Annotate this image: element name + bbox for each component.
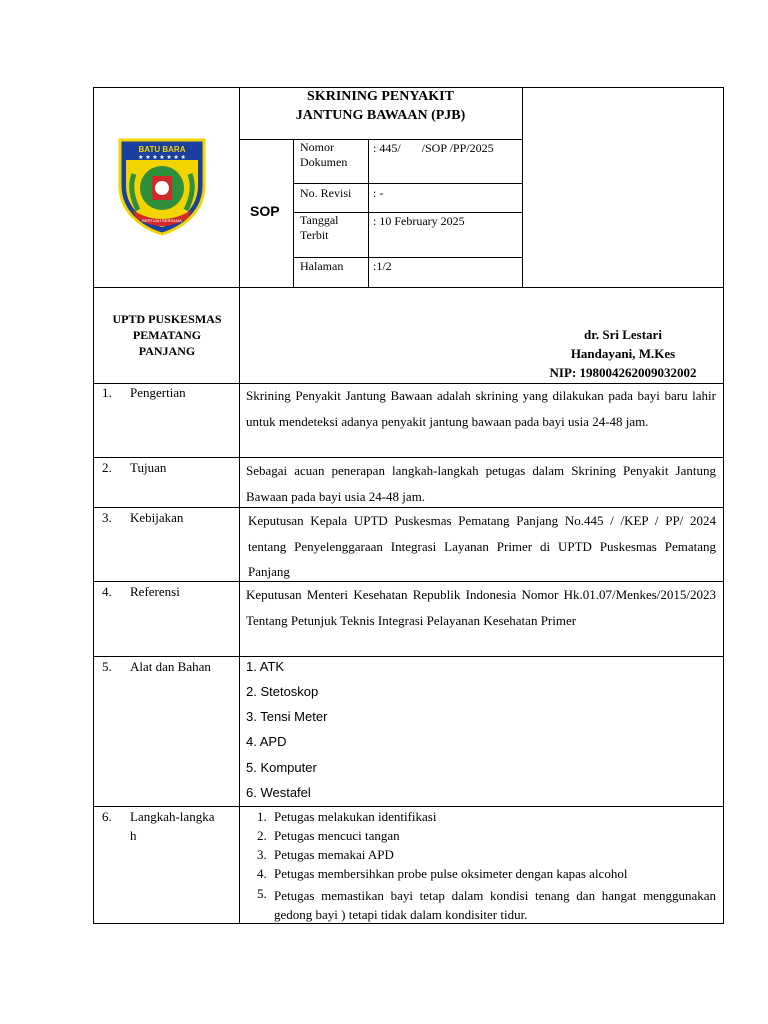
grid-line: [93, 806, 724, 807]
list-item: Petugas membersihkan probe pulse oksimeter dengan kapas alcohol: [274, 866, 628, 881]
list-item: 1. ATK: [246, 659, 285, 674]
row-label-tujuan: Tujuan: [130, 460, 167, 475]
row-text-kebijakan: Keputusan Kepala UPTD Puskesmas Pematang Panjang No.445 / /KEP / PP/ 2024 tentang Penyelenggaraan Integrasi Layanan Primer di UPTD Puskesmas Pematang Panjang: [248, 513, 716, 579]
list-item: 3. Tensi Meter: [246, 709, 328, 724]
grid-line: [293, 139, 294, 287]
doc-title-line2: JANTUNG BAWAAN (PJB): [295, 108, 466, 123]
list-item: Petugas melakukan identifikasi: [274, 809, 437, 824]
list-item: 4. APD: [246, 734, 287, 749]
row-label-pengertian: Pengertian: [130, 385, 186, 400]
meta-value-revisi: : -: [373, 186, 384, 200]
signer-nip: NIP: 198004262009032002: [549, 365, 697, 380]
row-number: 2.: [102, 460, 112, 475]
doc-title-line1: SKRINING PENYAKIT: [307, 89, 454, 104]
grid-line: [93, 656, 724, 657]
row-text-referensi: Keputusan Menteri Kesehatan Republik Indonesia Nomor Hk.01.07/Menkes/2015/2023 Tentang Petunjuk Teknis Integrasi Pelayanan Kesehatan Primer: [246, 587, 716, 628]
sop-label: SOP: [250, 203, 280, 219]
grid-line: [93, 287, 724, 288]
meta-label-nomor: Nomor Dokumen: [300, 140, 348, 169]
list-item: Petugas memakai APD: [274, 847, 394, 862]
meta-value-halaman: :1/2: [373, 259, 392, 273]
row-number: 4.: [102, 584, 112, 599]
svg-text:★ ★ ★ ★ ★ ★ ★: ★ ★ ★ ★ ★ ★ ★: [138, 155, 186, 161]
list-item: Petugas memastikan bayi tetap dalam kondisi tenang dan hangat menggunakan gedong bayi ) tetapi tidak dalam kondisiter tidur.: [274, 888, 716, 922]
row-label-langkah-cont: h: [130, 828, 137, 843]
row-label-kebijakan: Kebijakan: [130, 510, 184, 525]
list-item: Petugas mencuci tangan: [274, 828, 400, 843]
step-number: 5.: [257, 886, 267, 901]
logo-text-bottom: BERTUAH BERSAMA: [142, 218, 182, 223]
signer-name-line2: Handayani, M.Kes: [570, 346, 676, 361]
shield-emblem-icon: [112, 138, 212, 236]
row-label-referensi: Referensi: [130, 584, 180, 599]
meta-label-halaman: Halaman: [300, 259, 344, 273]
grid-line: [293, 183, 522, 184]
step-number: 4.: [257, 866, 267, 881]
row-text-tujuan: Sebagai acuan penerapan langkah-langkah petugas dalam Skrining Penyakit Jantung Bawaan pada bayi usia 24-48 jam.: [246, 463, 716, 504]
grid-line: [239, 383, 240, 924]
logo-text-top: BATU BARA: [138, 145, 186, 154]
grid-line: [239, 87, 240, 383]
grid-line: [368, 139, 369, 287]
list-item: 2. Stetoskop: [246, 684, 319, 699]
step-number: 1.: [257, 809, 267, 824]
grid-line: [522, 87, 523, 287]
step-number: 2.: [257, 828, 267, 843]
row-label-alat-bahan: Alat dan Bahan: [130, 659, 211, 674]
step-number: 3.: [257, 847, 267, 862]
row-number: 3.: [102, 510, 112, 525]
meta-value-nomor: : 445/ /SOP /PP/2025: [373, 141, 494, 155]
row-text-pengertian: Skrining Penyakit Jantung Bawaan adalah skrining yang dilakukan pada bayi baru lahir untuk mendeteksi adanya penyakit jantung bawaan pada bayi usia 24-48 jam.: [246, 388, 716, 429]
list-item: 6. Westafel: [246, 785, 311, 800]
signer-name-line1: dr. Sri Lestari: [584, 327, 662, 342]
org-name: UPTD PUSKESMAS PEMATANG PANJANG: [112, 312, 222, 358]
meta-label-revisi: No. Revisi: [300, 186, 352, 200]
meta-label-tanggal: Tanggal Terbit: [300, 213, 339, 242]
list-item: 5. Komputer: [246, 760, 317, 775]
row-label-langkah: Langkah-langka: [130, 809, 215, 824]
meta-value-tanggal: : 10 February 2025: [373, 214, 465, 228]
row-number: 5.: [102, 659, 112, 674]
batu-bara-logo: [112, 138, 212, 236]
row-number: 1.: [102, 385, 112, 400]
row-number: 6.: [102, 809, 112, 824]
